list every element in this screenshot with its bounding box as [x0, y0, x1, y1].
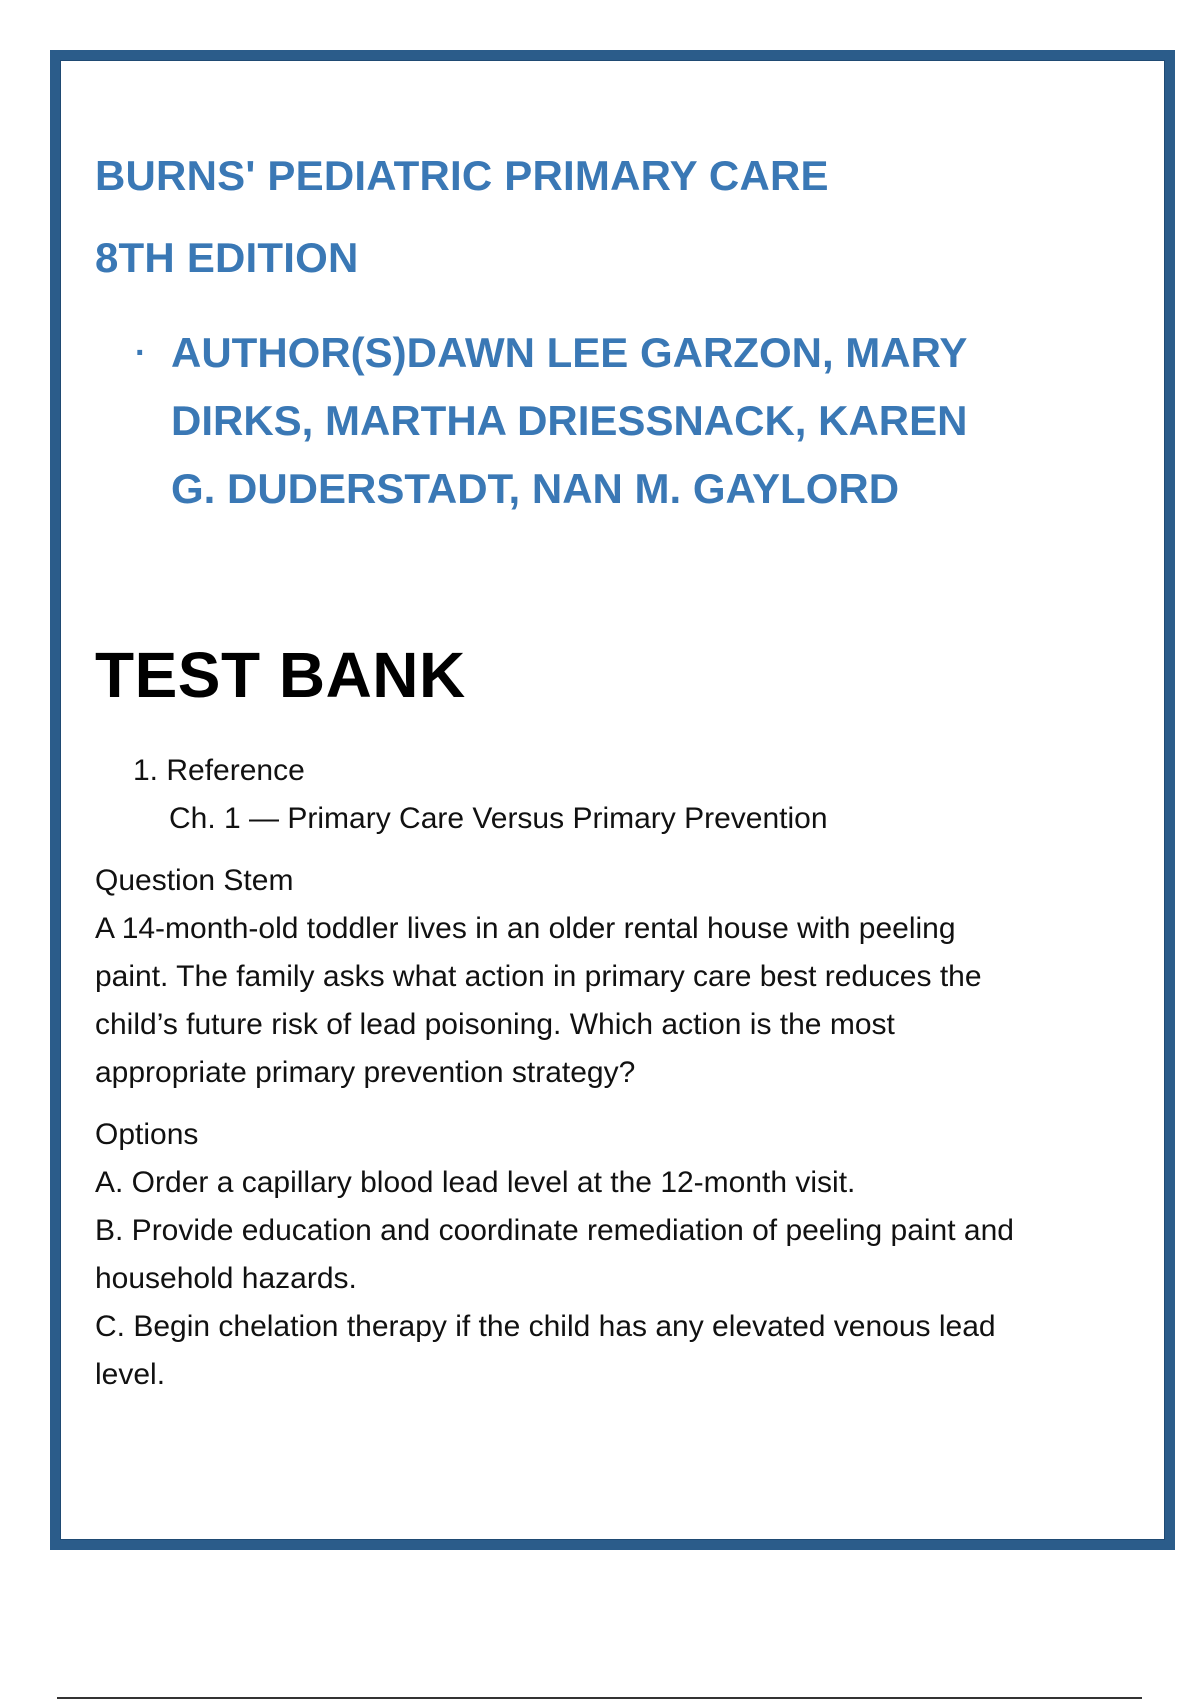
document-content [95, 95, 1055, 1399]
book-title: BURNS' PEDIATRIC PRIMARY CARE [95, 152, 829, 199]
book-edition: 8TH EDITION [95, 234, 359, 281]
option-b: B. Provide education and coordinate remediation of peeling paint and household hazards. [95, 1214, 1014, 1295]
options-label: Options [95, 1118, 199, 1151]
bullet-icon: · [135, 334, 147, 372]
bottom-divider [57, 1697, 1142, 1699]
authors-list-item [95, 319, 1055, 523]
reference-block [95, 747, 1055, 843]
reference-chapter: Ch. 1 — Primary Care Versus Primary Prevention [169, 802, 828, 835]
question-stem-text: A 14-month-old toddler lives in an older rental house with peeling paint. The family asks what action in primary care best reduces the child’s future risk of lead poisoning. Which action is the most appropriate primary prevention strategy? [95, 912, 982, 1089]
reference-label: 1. Reference [133, 754, 305, 787]
question-stem-label: Question Stem [95, 864, 294, 897]
option-c: C. Begin chelation therapy if the child has any elevated venous lead level. [95, 1310, 996, 1391]
test-bank-heading: TEST BANK [95, 639, 466, 711]
option-a: A. Order a capillary blood lead level at the 12-month visit. [95, 1166, 856, 1199]
authors-text: AUTHOR(S)DAWN LEE GARZON, MARY DIRKS, MARTHA DRIESSNACK, KAREN G. DUDERSTADT, NAN M. GAYLORD [171, 329, 968, 512]
